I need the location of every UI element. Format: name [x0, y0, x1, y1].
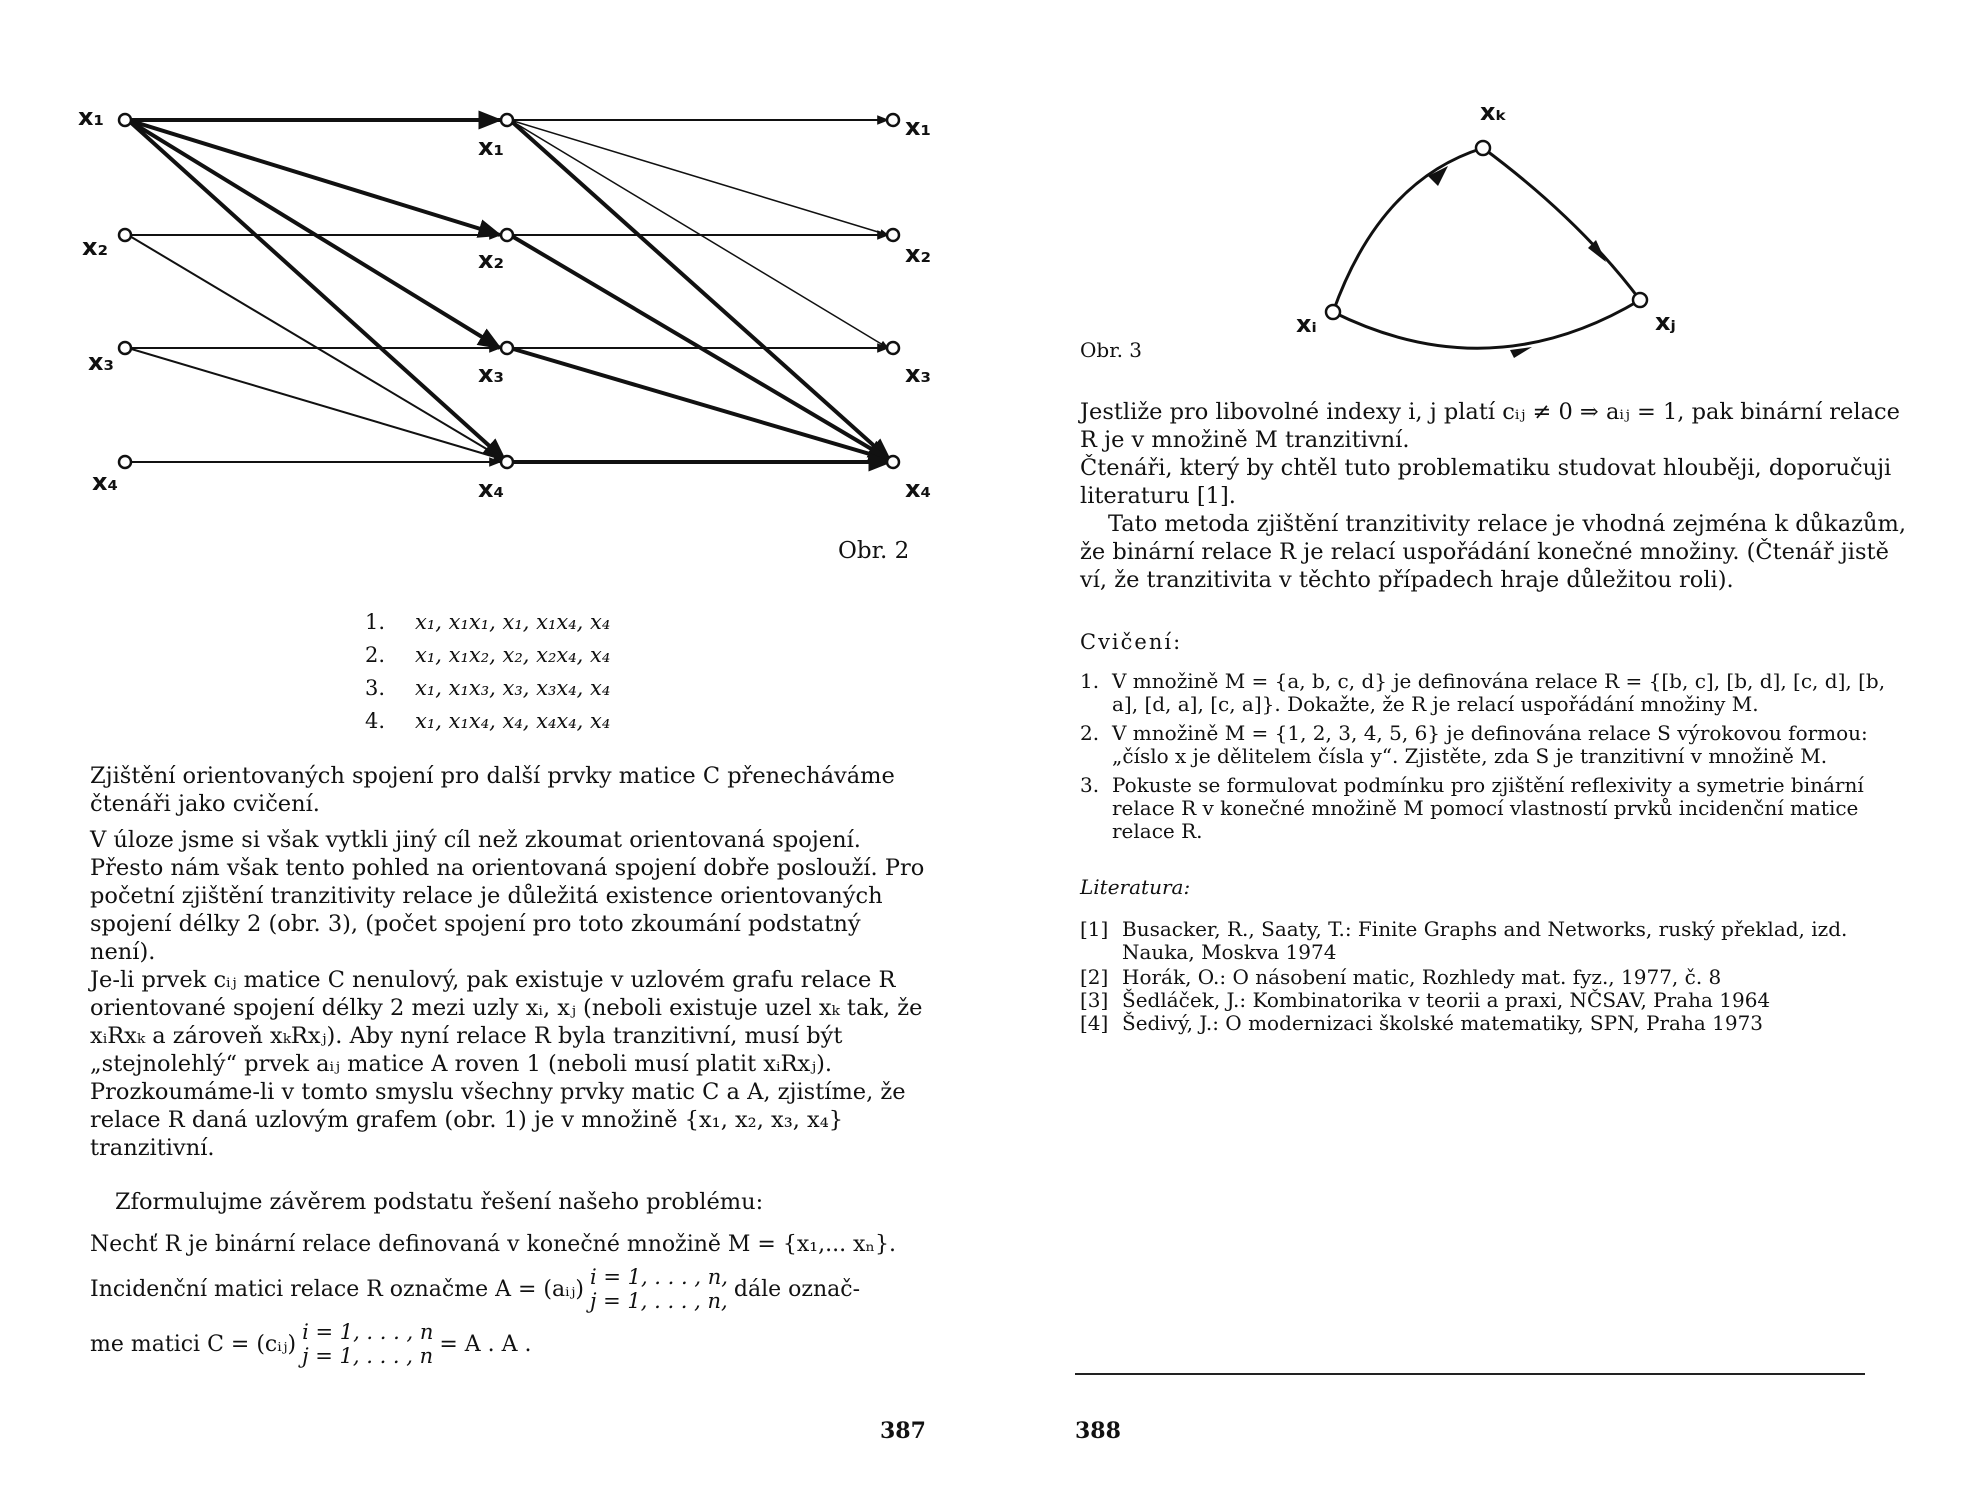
literature-item: [2] Horák, O.: O násobení matic, Rozhledy mat. fyz., 1977, č. 8 [1080, 965, 1722, 989]
node-k [1476, 141, 1490, 155]
path-row: 1. x₁, x₁x₁, x₁, x₁x₄, x₄ [365, 609, 611, 634]
label-left-2: x₂ [82, 233, 108, 261]
node-left-3 [119, 342, 131, 354]
path-row: 4. x₁, x₁x₄, x₄, x₄x₄, x₄ [365, 708, 611, 733]
literature-item: [1] Busacker, R., Saaty, T.: Finite Graphs and Networks, ruský překlad, izd. Nauka, Moskva 1974 [1080, 917, 1848, 964]
paragraph-3: Je-li prvek cᵢⱼ matice C nenulový, pak existuje v uzlovém grafu relace R orientované spojení délky 2 mezi uzly xᵢ, xⱼ (neboli existuje uzel xₖ tak, že xᵢRxₖ a zároveň xₖRxⱼ). Aby nyní relace R byla tranzitivní, musí být „stejnolehlý“ prvek aᵢⱼ matice A roven 1 (neboli musí platit xᵢRxⱼ). Prozkoumáme-li v tomto smyslu všechny prvky matic C a A, zjistíme, že relace R daná uzlovým grafem (obr. 1) je v množině {x₁, x₂, x₃, x₄} tranzitivní. [90, 967, 923, 1161]
page-number-left: 387 [880, 1418, 926, 1444]
graph-figure-3 [990, 0, 1980, 370]
figure-3-caption: Obr. 3 [1080, 338, 1143, 362]
node-j [1633, 293, 1647, 307]
exercises-title: Cvičení: [1080, 630, 1183, 654]
paragraph-right-1: Jestliže pro libovolné indexy i, j platí cᵢⱼ ≠ 0 ⇒ aᵢⱼ = 1, pak binární relace R je v množině M tranzitivní. [1080, 399, 1900, 453]
exercise-item: 3. Pokuste se formulovat podmínku pro zjištění reflexivity a symetrie binární relace R v konečné množině M pomocí vlastností prvků incidenční matice relace R. [1080, 773, 1864, 843]
path-list [365, 605, 610, 737]
exercise-item: 2. V množině M = {1, 2, 3, 4, 5, 6} je definována relace S výrokovou formou: „číslo x je dělitelem čísla y“. Zjistěte, zda S je tranzitivní v množině M. [1080, 721, 1868, 768]
node-right-3 [887, 342, 899, 354]
node-left-4 [119, 456, 131, 468]
node-middle-1 [501, 114, 513, 126]
literature-item: [4] Šedivý, J.: O modernizaci školské matematiky, SPN, Praha 1973 [1080, 1011, 1764, 1035]
graph-figure-2 [0, 0, 990, 540]
node-middle-4 [501, 456, 513, 468]
label-middle-3: x₃ [478, 360, 504, 388]
exercise-item: 1. V množině M = {a, b, c, d} je definována relace R = {[b, c], [b, d], [c, d], [b, a], [d, a], [c, a]}. Dokažte, že R je relací uspořádání množiny M. [1080, 669, 1886, 716]
label-right-2: x₂ [905, 240, 931, 268]
label-right-1: x₁ [905, 113, 931, 141]
literature-item: [3] Šedláček, J.: Kombinatorika v teorii a praxi, NČSAV, Praha 1964 [1080, 988, 1771, 1012]
path-row: 3. x₁, x₁x₃, x₃, x₃x₄, x₄ [365, 675, 611, 700]
node-middle-2 [501, 229, 513, 241]
literature-title: Literatura: [1080, 875, 1191, 899]
footer-rule [1075, 1373, 1865, 1375]
label-right-4: x₄ [905, 475, 931, 503]
edge-k-j [1483, 148, 1640, 300]
paragraph-right-3: Tato metoda zjištění tranzitivity relace je vhodná zejména k důkazům, že binární relace R je relací uspořádání konečné množiny. (Čtenář jistě ví, že tranzitivita v těchto případech hraje důležitou roli). [1080, 511, 1907, 593]
paragraph-1: Zjištění orientovaných spojení pro další prvky matice C přenecháváme čtenáři jako cvičení. [90, 763, 895, 817]
label-node-i: xᵢ [1296, 310, 1317, 338]
label-middle-2: x₂ [478, 246, 504, 274]
node-right-4 [887, 456, 899, 468]
paragraph-2: V úloze jsme si však vytkli jiný cíl než zkoumat orientovaná spojení. Přesto nám však tento pohled na orientovaná spojení dobře poslouží. Pro početní zjištění tranzitivity relace je důležitá existence orientovaných spojení délky 2 (obr. 3), (počet spojení pro toto zkoumání podstatný není). [90, 827, 925, 965]
path-row: 2. x₁, x₁x₂, x₂, x₂x₄, x₄ [365, 642, 611, 667]
node-middle-3 [501, 342, 513, 354]
edges-middle-right [510, 120, 890, 462]
node-left-1 [119, 114, 131, 126]
right-page [990, 0, 1980, 1500]
node-left-2 [119, 229, 131, 241]
figure-2-caption: Obr. 2 [838, 538, 910, 564]
label-left-3: x₃ [88, 348, 114, 376]
paragraph-right-2: Čtenáři, který by chtěl tuto problematiku studovat hlouběji, doporučuji literaturu [1]. [1080, 455, 1892, 509]
label-left-1: x₁ [78, 103, 104, 131]
edges-left-middle [128, 120, 505, 462]
math-line-1: Nechť R je binární relace definovaná v konečné množině M = {x₁,... xₙ}. [90, 1232, 896, 1257]
label-node-j: xⱼ [1655, 308, 1676, 336]
math-line-3: me matici C = (cᵢⱼ) i = 1, . . . , n j = 1, . . . , n = A . A . [90, 1320, 532, 1368]
label-right-3: x₃ [905, 360, 931, 388]
node-right-2 [887, 229, 899, 241]
node-right-1 [887, 114, 899, 126]
math-line-2: Incidenční matici relace R označme A = (aᵢⱼ) i = 1, . . . , n, j = 1, . . . , n, dále označ- [90, 1265, 861, 1313]
page-number-right: 388 [1075, 1418, 1121, 1444]
edge-i-k [1333, 148, 1483, 312]
label-middle-1: x₁ [478, 133, 504, 161]
node-i [1326, 305, 1340, 319]
paragraph-4: Zformulujme závěrem podstatu řešení našeho problému: [115, 1189, 764, 1215]
label-left-4: x₄ [92, 468, 118, 496]
label-node-k: xₖ [1480, 98, 1508, 126]
edge-i-j [1333, 300, 1640, 348]
label-middle-4: x₄ [478, 475, 504, 503]
